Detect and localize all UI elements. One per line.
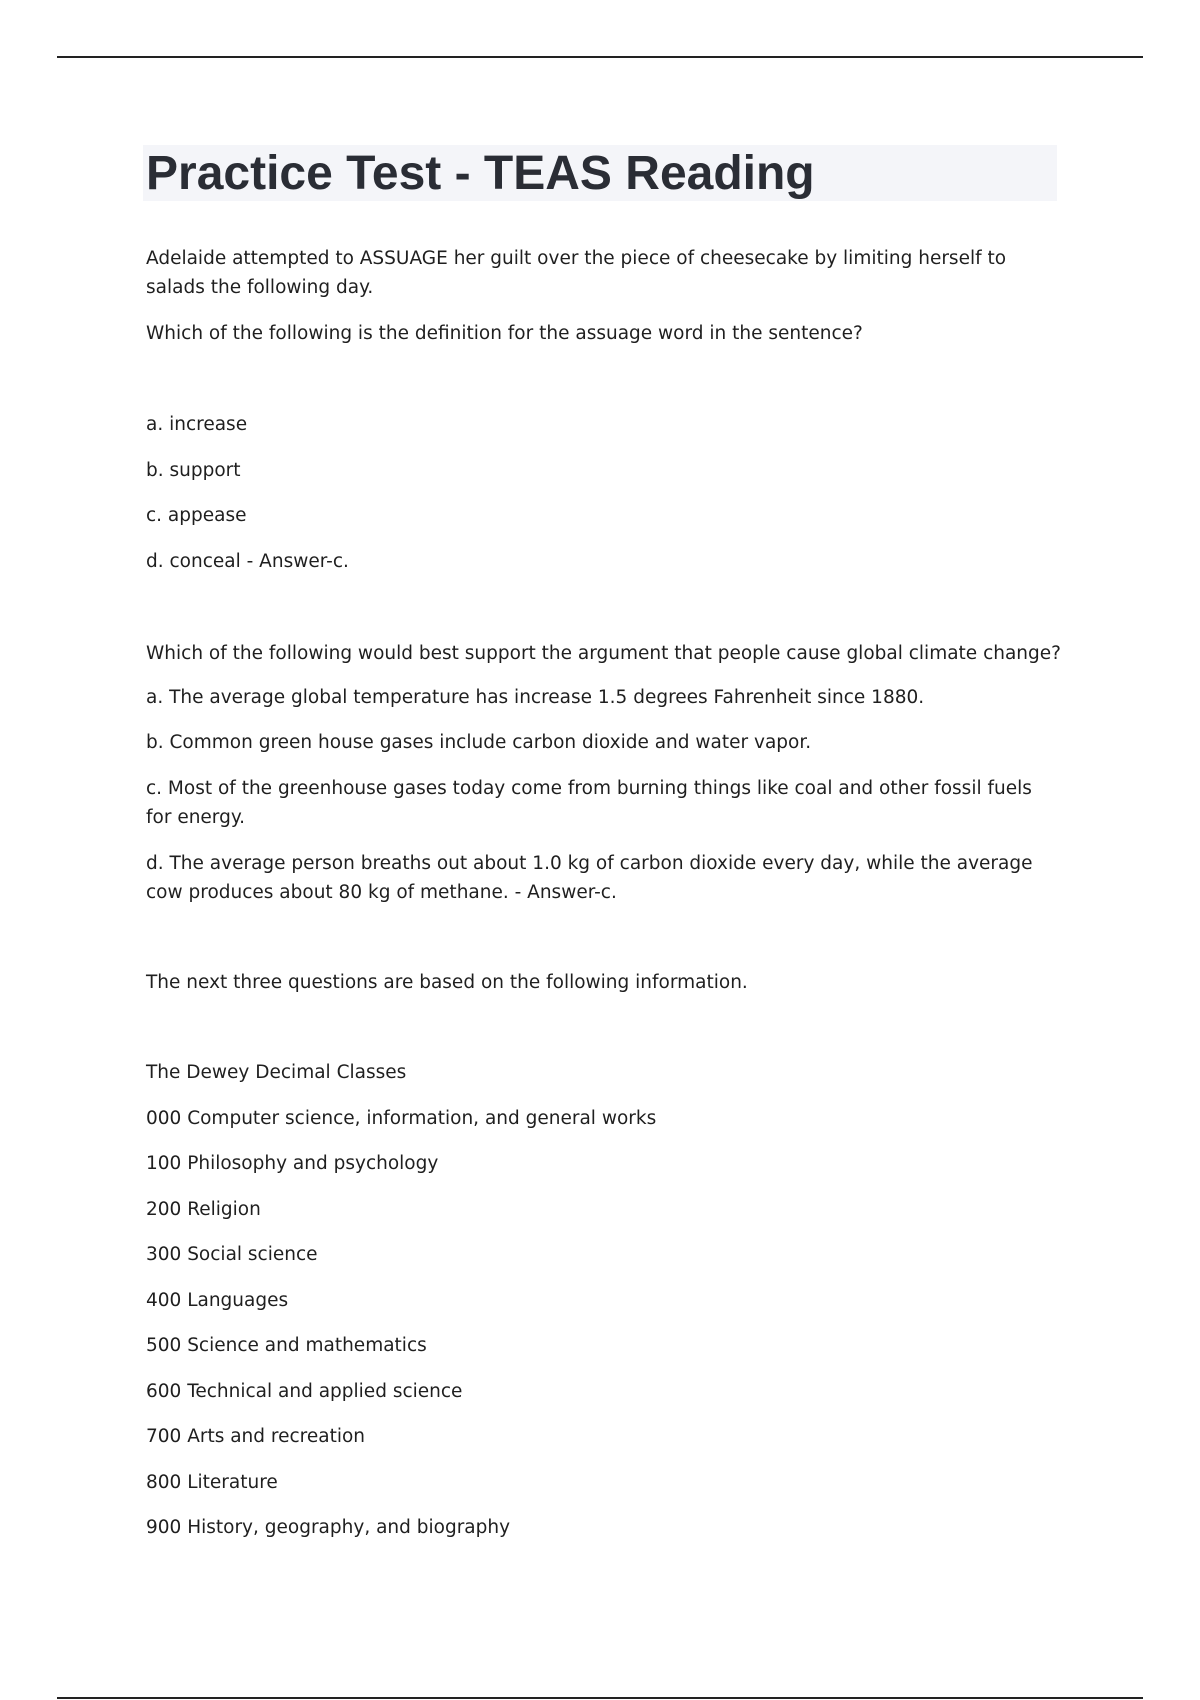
dewey-class-800: 800 Literature	[146, 1472, 278, 1493]
question1-sentence: Adelaide attempted to ASSUAGE her guilt over the piece of cheesecake by limiting herself to salads the following day.	[146, 248, 1007, 298]
header-rule	[57, 56, 1143, 58]
question2-prompt: Which of the following would best support the argument that people cause global climate change?	[146, 643, 1061, 664]
question2-option-d: d. The average person breaths out about 1.0 kg of carbon dioxide every day, while the average cow produces about 80 kg of methane. - Answer-c.	[146, 853, 1033, 903]
intro-text: The next three questions are based on the following information.	[146, 972, 748, 993]
footer-rule	[57, 1697, 1143, 1699]
dewey-class-900: 900 History, geography, and biography	[146, 1517, 511, 1538]
dewey-class-100: 100 Philosophy and psychology	[146, 1153, 439, 1174]
dewey-heading: The Dewey Decimal Classes	[146, 1062, 407, 1083]
question2-option-a: a. The average global temperature has increase 1.5 degrees Fahrenheit since 1880.	[146, 687, 925, 708]
dewey-class-600: 600 Technical and applied science	[146, 1381, 463, 1402]
question1-option-c: c. appease	[146, 505, 247, 526]
dewey-class-700: 700 Arts and recreation	[146, 1426, 366, 1447]
page-title: Practice Test - TEAS Reading	[146, 147, 815, 200]
question1-option-b: b. support	[146, 460, 241, 481]
dewey-class-400: 400 Languages	[146, 1290, 289, 1311]
dewey-class-500: 500 Science and mathematics	[146, 1335, 427, 1356]
question2-option-c: c. Most of the greenhouse gases today come from burning things like coal and other fossil fuels for energy.	[146, 778, 1032, 828]
question1-option-a: a. increase	[146, 414, 248, 435]
dewey-class-200: 200 Religion	[146, 1199, 261, 1220]
question1-prompt: Which of the following is the definition for the assuage word in the sentence?	[146, 323, 863, 344]
question1-option-d: d. conceal - Answer-c.	[146, 551, 349, 572]
dewey-class-300: 300 Social science	[146, 1244, 318, 1265]
question2-option-b: b. Common green house gases include carbon dioxide and water vapor.	[146, 732, 812, 753]
dewey-class-000: 000 Computer science, information, and general works	[146, 1108, 657, 1129]
